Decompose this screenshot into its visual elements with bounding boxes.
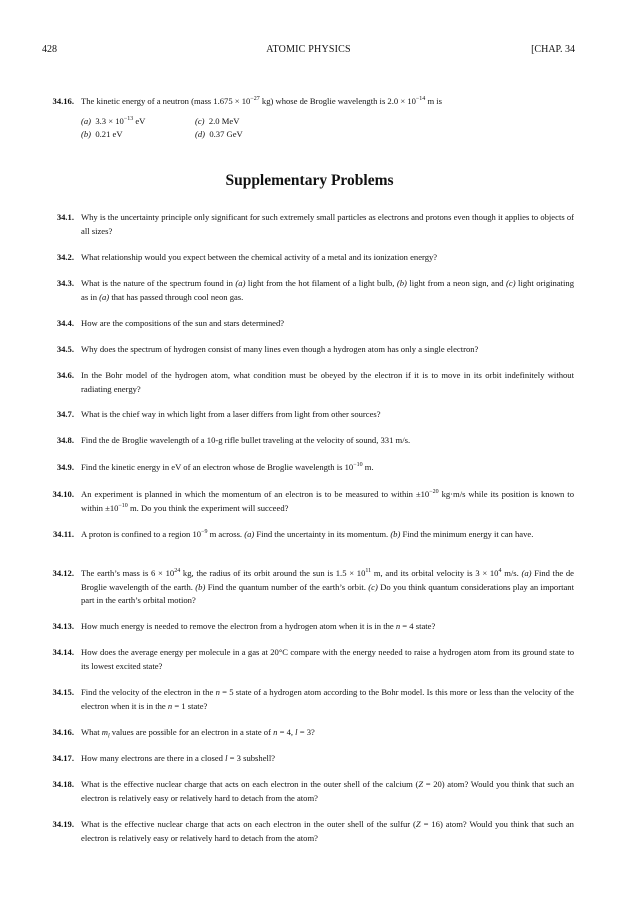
problem-text: What is the chief way in which light from a laser differs from light from other sources? bbox=[81, 409, 381, 419]
problem-34-16 bbox=[38, 726, 574, 744]
problem-34-18 bbox=[38, 778, 574, 805]
problem-34-16-multiple-choice bbox=[38, 95, 574, 109]
chapter-label: [CHAP. 34 bbox=[531, 44, 575, 55]
problem-text: Find the velocity of the electron in the n = 5 state of a hydrogen atom according to the Bohr model. Is this more or less than the velocity of the electron when it is in the n = 1 state? bbox=[81, 687, 574, 711]
problem-text: What is the nature of the spectrum found in (a) light from the hot filament of a light bulb, (b) light from a neon sign, and (c) light originating as in (a) that has passed through cool neon gas. bbox=[81, 278, 574, 302]
problem-34-8 bbox=[38, 434, 574, 448]
problem-34-14 bbox=[38, 646, 574, 673]
problem-number: 34.1. bbox=[56, 212, 74, 222]
problem-34-7 bbox=[38, 408, 574, 422]
problem-number: 34.4. bbox=[56, 318, 74, 328]
problem-number: 34.7. bbox=[56, 409, 74, 419]
problem-number: 34.8. bbox=[56, 435, 74, 445]
choice-b: (b) 0.21 eV bbox=[81, 129, 123, 139]
page-number: 428 bbox=[42, 44, 57, 55]
problem-text: What is the effective nuclear charge that acts on each electron in the outer shell of the sulfur (Z = 16) atom? Would you think that such an electron is relatively easy or relatively hard to detach from the atom? bbox=[81, 819, 574, 843]
problem-34-4 bbox=[38, 317, 574, 331]
problem-number: 34.14. bbox=[52, 647, 74, 657]
problem-text: How many electrons are there in a closed l = 3 subshell? bbox=[81, 753, 276, 763]
problem-text: What $m_l$ values are possible for an electron in a state of n = 4, l = 3? bbox=[81, 727, 315, 740]
problem-text: How does the average energy per molecule in a gas at 20°C compare with the energy needed to raise a hydrogen atom from its ground state to its lowest excited state? bbox=[81, 647, 574, 671]
problem-number: 34.12. bbox=[52, 568, 74, 578]
problem-number: 34.13. bbox=[52, 621, 74, 631]
problem-34-13 bbox=[38, 620, 574, 634]
problem-number: 34.17. bbox=[52, 753, 74, 763]
problem-text: An experiment is planned in which the momentum of an electron is to be measured to within $\pm 10^{-20}$ kg·m/s while its position is known to within $\pm 10^{-10}$ m. Do you think the experiment will succeed? bbox=[81, 489, 574, 513]
problem-number: 34.3. bbox=[56, 278, 74, 288]
problem-number: 34.16. bbox=[52, 727, 74, 737]
problem-34-10 bbox=[38, 488, 574, 515]
problem-number: 34.10. bbox=[52, 489, 74, 499]
problem-text: The kinetic energy of a neutron (mass $1.675 \times 10^{-27}$ kg) whose de Broglie wavelength is $2.0 \times 10^{-14}$ m is bbox=[81, 96, 443, 106]
page-header bbox=[42, 44, 575, 58]
problem-text: In the Bohr model of the hydrogen atom, what condition must be obeyed by the electron if it is to move in its orbit indefinitely without radiating energy? bbox=[81, 370, 574, 394]
section-title: Supplementary Problems bbox=[225, 172, 394, 189]
problem-34-9 bbox=[38, 461, 574, 475]
problem-34-19 bbox=[38, 818, 574, 845]
problem-34-5 bbox=[38, 343, 574, 357]
problem-34-1 bbox=[38, 211, 574, 238]
problem-text: What relationship would you expect between the chemical activity of a metal and its ionization energy? bbox=[81, 252, 438, 262]
problem-34-6 bbox=[38, 369, 574, 396]
choice-a: (a) $3.3 \times 10^{-13}$ eV bbox=[81, 116, 146, 126]
problem-text: Find the kinetic energy in eV of an electron whose de Broglie wavelength is $10^{-10}$ m. bbox=[81, 462, 374, 472]
problem-number: 34.15. bbox=[52, 687, 74, 697]
problem-34-15 bbox=[38, 686, 574, 713]
problem-number: 34.9. bbox=[56, 462, 74, 472]
problem-34-12 bbox=[38, 567, 574, 608]
problem-text: A proton is confined to a region $10^{-9}$ m across. (a) Find the uncertainty in its momentum. (b) Find the minimum energy it can have. bbox=[81, 529, 534, 539]
problem-number: 34.19. bbox=[52, 819, 74, 829]
problem-number: 34.5. bbox=[56, 344, 74, 354]
problem-text: How much energy is needed to remove the electron from a hydrogen atom when it is in the n = 4 state? bbox=[81, 621, 436, 631]
problem-number: 34.18. bbox=[52, 779, 74, 789]
problem-34-11 bbox=[38, 528, 574, 542]
running-title: ATOMIC PHYSICS bbox=[266, 44, 351, 55]
problem-34-2 bbox=[38, 251, 574, 265]
problem-text: What is the effective nuclear charge that acts on each electron in the outer shell of the calcium (Z = 20) atom? Would you think that such an electron is relatively easy or relatively hard to detach from the atom? bbox=[81, 779, 574, 803]
choice-c: (c) 2.0 MeV bbox=[195, 116, 240, 126]
problem-text: The earth’s mass is $6 \times 10^{24}$ kg, the radius of its orbit around the sun is $1.5 \times 10^{11}$ m, and its orbital velocity is $3 \times 10^4$ m/s. (a) Find the de Broglie wavelength of the earth. (b) Find the quantum number of the earth’s orbit. (c) Do you think quantum considerations play an important part in the earth’s orbital motion? bbox=[81, 568, 574, 605]
problem-text: Why is the uncertainty principle only significant for such extremely small particles as electrons and protons even though it applies to objects of all sizes? bbox=[81, 212, 574, 236]
problem-34-17 bbox=[38, 752, 574, 766]
problem-34-3 bbox=[38, 277, 574, 304]
problem-text: How are the compositions of the sun and stars determined? bbox=[81, 318, 285, 328]
problem-number: 34.11. bbox=[52, 529, 74, 539]
problem-number: 34.6. bbox=[56, 370, 74, 380]
problem-text: Why does the spectrum of hydrogen consist of many lines even though a hydrogen atom has only a single electron? bbox=[81, 344, 479, 354]
choice-d: (d) 0.37 GeV bbox=[195, 129, 243, 139]
problem-number: 34.2. bbox=[56, 252, 74, 262]
problem-number: 34.16. bbox=[52, 96, 74, 106]
problem-text: Find the de Broglie wavelength of a 10-g rifle bullet traveling at the velocity of sound, 331 m/s. bbox=[81, 435, 411, 445]
